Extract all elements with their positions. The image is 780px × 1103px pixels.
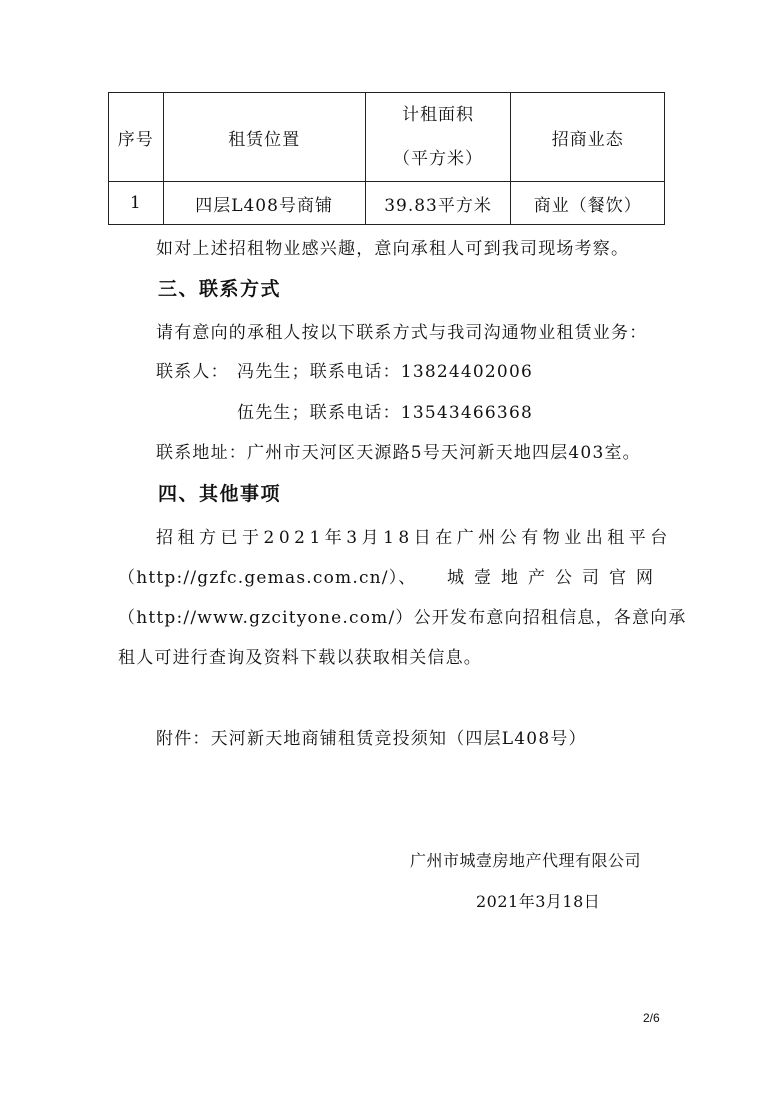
section4-line3: （http://www.gzcityone.com/）公开发布意向招租信息，各意向承 xyxy=(118,608,687,628)
cell-location: 四层L408号商铺 xyxy=(163,182,365,225)
platform-url: （http://gzfc.gemas.com.cn/）、 xyxy=(118,568,417,588)
company-site-label: 城壹地产公司官网 xyxy=(447,568,663,588)
cell-business: 商业（餐饮） xyxy=(511,182,665,225)
contact-1: 冯先生；联系电话：13824402006 xyxy=(237,362,533,382)
header-area-line2: （平方米） xyxy=(393,149,484,169)
intro-line: 如对上述招租物业感兴趣，意向承租人可到我司现场考察。 xyxy=(156,239,630,259)
cell-seq: 1 xyxy=(109,182,164,225)
contact-label: 联系人： xyxy=(156,362,229,382)
attachment: 附件：天河新天地商铺租赁竞投须知（四层L408号） xyxy=(156,729,587,749)
signature-company: 广州市城壹房地产代理有限公司 xyxy=(410,851,642,870)
contact-address: 联系地址：广州市天河区天源路5号天河新天地四层403室。 xyxy=(156,443,641,463)
section3-intro: 请有意向的承租人按以下联系方式与我司沟通物业租赁业务： xyxy=(156,323,648,343)
header-area xyxy=(365,93,511,182)
section3-title: 三、联系方式 xyxy=(158,278,282,300)
table-row xyxy=(109,182,665,225)
page-number: 2/6 xyxy=(643,1011,660,1025)
section4-line1: 招租方已于2021年3月18日在广州公有物业出租平台 xyxy=(156,528,672,548)
contact-2: 伍先生；联系电话：13543466368 xyxy=(237,403,533,423)
header-location: 租赁位置 xyxy=(163,93,365,182)
header-area-line1: 计租面积 xyxy=(402,105,475,125)
header-business: 招商业态 xyxy=(511,93,665,182)
signature-date: 2021年3月18日 xyxy=(476,892,601,911)
section4-title: 四、其他事项 xyxy=(158,483,282,505)
header-seq: 序号 xyxy=(109,93,164,182)
section4-line2 xyxy=(118,563,663,588)
rental-table xyxy=(108,92,665,225)
cell-area: 39.83平方米 xyxy=(365,182,511,225)
table-header-row xyxy=(109,93,665,182)
section4-line4: 租人可进行查询及资料下载以获取相关信息。 xyxy=(118,648,482,668)
